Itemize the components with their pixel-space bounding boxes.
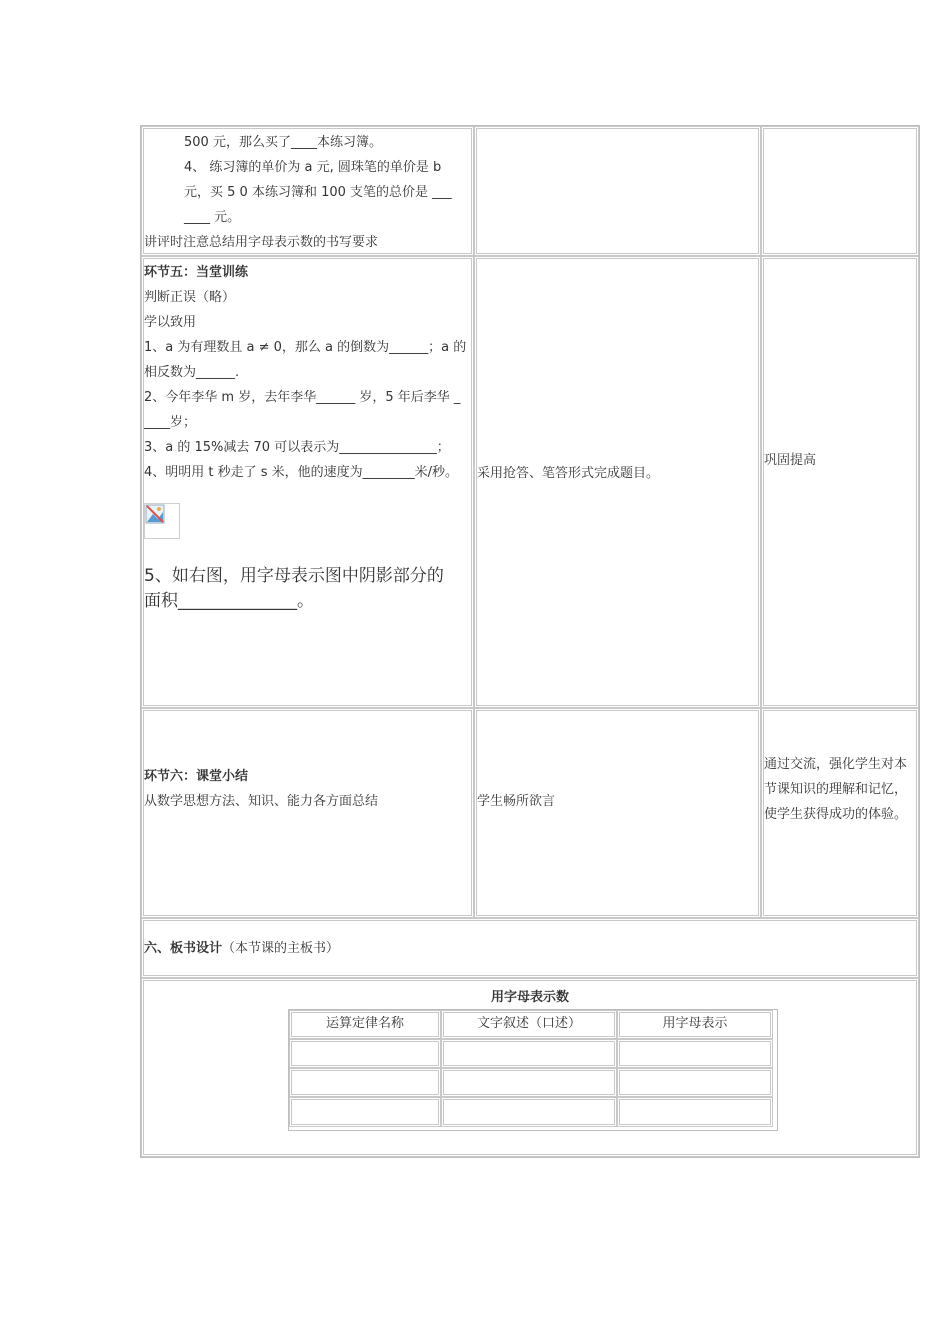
row2-line8: 4、明明用 t 秒走了 s 米，他的速度为________米/秒。	[144, 465, 459, 480]
row2-line7: 3、a 的 15%减去 70 可以表示为_______________；	[144, 440, 450, 455]
board-cell	[617, 1068, 773, 1097]
row1-line3: 元，买 5 0 本练习簿和 100 支笔的总价是 ___	[184, 185, 452, 200]
board-cell	[441, 1039, 617, 1068]
board-cell	[289, 1039, 441, 1068]
row1-line5: 讲评时注意总结用字母表示数的书写要求	[144, 235, 379, 250]
row5-board	[141, 978, 919, 1157]
row1-col3	[761, 126, 919, 256]
row3-col2	[474, 708, 761, 918]
board-cell	[617, 1097, 773, 1127]
lesson-plan-table	[140, 125, 920, 1158]
row1-col2	[474, 126, 761, 256]
board-header-3: 用字母表示	[617, 1010, 773, 1039]
row2-col1	[141, 256, 474, 708]
row3-goal-line2: 节课知识的理解和记忆，	[764, 782, 908, 797]
section6-heading: 环节六：课堂小结	[144, 769, 249, 784]
row1-col1	[141, 126, 474, 256]
row2-line3: 1、a 为有理数且 a ≠ 0，那么 a 的倒数为______；a 的	[144, 340, 467, 355]
row3-text: 从数学思想方法、知识、能力各方面总结	[144, 794, 379, 809]
row4-board-heading	[141, 918, 919, 978]
board-cell	[289, 1097, 441, 1127]
row1-line1: 500 元，那么买了____本练习簿。	[184, 135, 382, 150]
section5-heading: 环节五：当堂训练	[144, 265, 249, 280]
row2-line1: 判断正误（略）	[144, 290, 236, 305]
row2-line2: 学以致用	[144, 315, 197, 330]
board-cell	[617, 1039, 773, 1068]
board-cell	[289, 1068, 441, 1097]
row3-goal-line1: 通过交流，强化学生对本	[764, 757, 908, 772]
board-header-1: 运算定律名称	[289, 1010, 441, 1039]
row3-col3	[761, 708, 919, 918]
board-heading-bold: 六、板书设计	[144, 941, 223, 956]
board-title: 用字母表示数	[490, 990, 569, 1005]
row2-col3	[761, 256, 919, 708]
row1-line2: 4、 练习簿的单价为 a 元, 圆珠笔的单价是 b	[184, 160, 442, 175]
board-header-2: 文字叙述（口述）	[441, 1010, 617, 1039]
broken-image-icon	[144, 503, 180, 539]
board-heading	[144, 939, 339, 959]
row2-line6: ____岁；	[144, 415, 197, 430]
board-cell	[441, 1068, 617, 1097]
row2-line10: 面积______________。	[144, 591, 314, 611]
board-cell	[441, 1097, 617, 1127]
row2-col2	[474, 256, 761, 708]
row1-line4: ____ 元。	[184, 210, 241, 225]
row2-goal: 巩固提高	[764, 453, 817, 468]
row2-method: 采用抢答、笔答形式完成题目。	[477, 466, 660, 481]
board-table	[288, 1009, 778, 1131]
row3-col1	[141, 708, 474, 918]
row2-line5: 2、今年李华 m 岁，去年李华______ 岁，5 年后李华 _	[144, 390, 461, 405]
row3-goal-line3: 使学生获得成功的体验。	[764, 807, 908, 822]
row3-activity: 学生畅所欲言	[477, 794, 556, 809]
board-heading-note: （本节课的主板书）	[222, 941, 340, 956]
row2-line9: 5、如右图，用字母表示图中阴影部分的	[144, 566, 444, 586]
row2-line4: 相反数为______.	[144, 365, 240, 380]
